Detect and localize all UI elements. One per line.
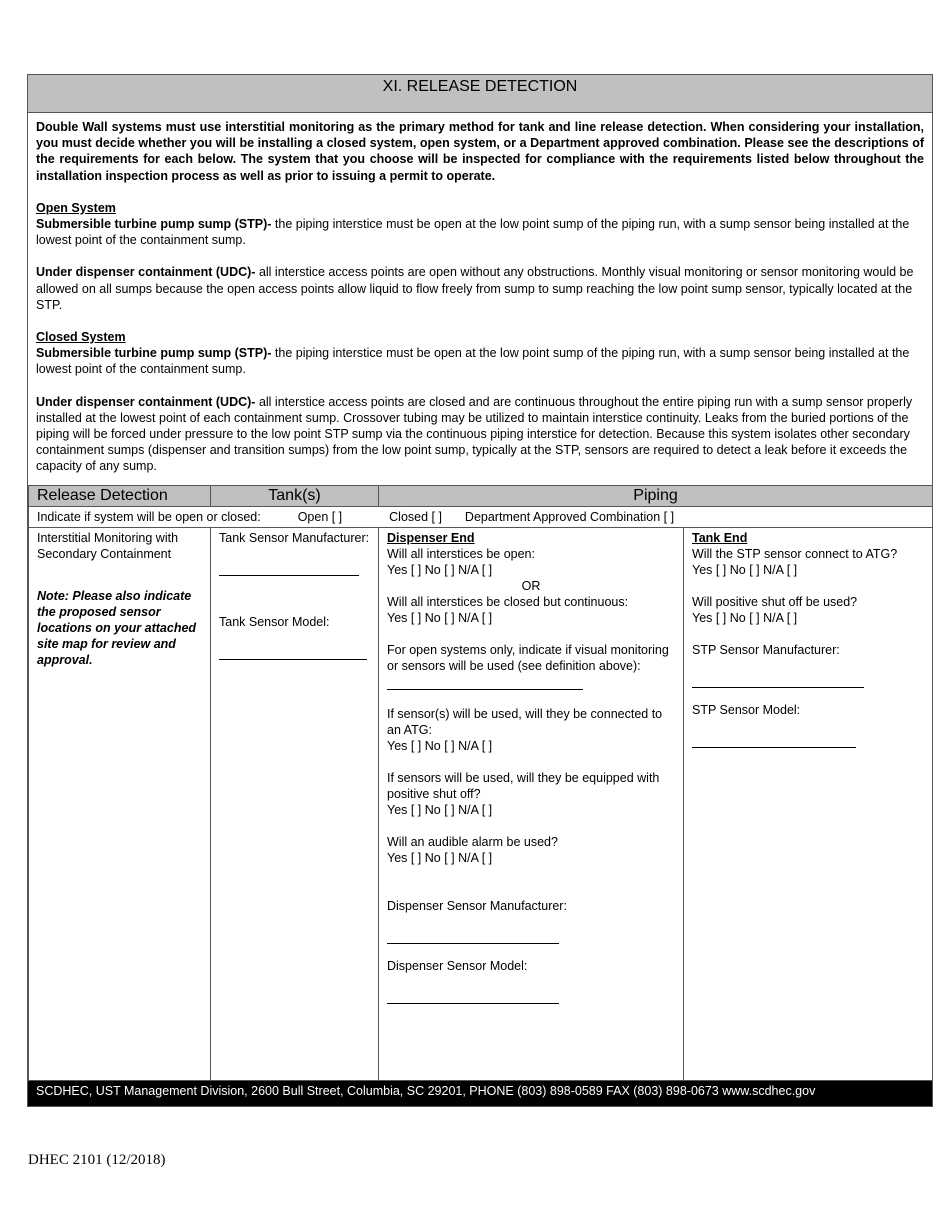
system-type-label: Indicate if system will be open or closed: — [37, 509, 261, 524]
open-stp-label: Submersible turbine pump sump (STP)- — [36, 217, 272, 232]
tank-end-q-atg: Will the STP sensor connect to ATG? — [692, 546, 898, 561]
dispenser-sensor-manufacturer-label: Dispenser Sensor Manufacturer: — [387, 898, 567, 913]
dispenser-q-alarm-options[interactable]: Yes [ ] No [ ] N/A [ ] — [387, 850, 493, 865]
dispenser-q-atg: If sensor(s) will be used, will they be connected to an ATG: — [387, 706, 663, 737]
detection-table — [28, 485, 933, 1081]
closed-udc-paragraph — [36, 394, 924, 475]
form-id: DHEC 2101 (12/2018) — [28, 1152, 166, 1168]
system-type-cell — [29, 506, 933, 527]
dispenser-q-shutoff-options[interactable]: Yes [ ] No [ ] N/A [ ] — [387, 802, 493, 817]
dispenser-q-alarm: Will an audible alarm be used? — [387, 834, 558, 849]
intro-paragraph: Double Wall systems must use interstitial monitoring as the primary method for tank and line release detection. When considering your installation, you must decide whether you will be installing a closed system, open system, or a Department approved combination. Please see the descriptions of the requirements for each below. The system that you choose will be inspected for compliance with the requirements listed below throughout the installation inspection process as well as prior to issuing a permit to operate. — [36, 120, 924, 183]
closed-udc-text: all interstice access points are closed and are continuous throughout the entire piping run with a sump sensor properly installed at the lowest point of each containment sump. Crossover tubing may be utilized to maintain interstice continuity. Leaks from the buried portions of the piping will be forced under pressure to the low point STP sump via the continuous piping interstice for detection. Because this system isolates other secondary containment sumps (dispenser and transition sumps) from the low point sump, typically at the STP, sensors are required to detect a leak before it exceeds the capacity of any sump. — [36, 394, 913, 474]
tank-end-heading: Tank End — [692, 530, 748, 545]
closed-system-heading: Closed System — [36, 330, 126, 345]
dispenser-sensor-model-label: Dispenser Sensor Model: — [387, 958, 528, 973]
table-header-row — [29, 485, 933, 506]
dispenser-sensor-model-field[interactable] — [387, 991, 559, 1004]
dispenser-q-open-options[interactable]: Yes [ ] No [ ] N/A [ ] — [387, 562, 493, 577]
stp-sensor-model-field[interactable] — [692, 735, 856, 748]
header-tanks: Tank(s) — [211, 485, 379, 506]
tank-end-q-atg-options[interactable]: Yes [ ] No [ ] N/A [ ] — [692, 562, 798, 577]
or-label: OR — [521, 578, 541, 593]
open-system-heading: Open System — [36, 200, 116, 215]
open-stp-text: the piping interstice must be open at the low point sump of the piping run, with a sump sensor being installed at the lowest point of the containment sump. — [36, 217, 910, 248]
dispenser-q-monitoring-type — [387, 642, 675, 690]
section-title: XI. RELEASE DETECTION — [28, 75, 932, 113]
intro-section — [28, 113, 932, 485]
dispenser-q-closed: Will all interstices be closed but continuous: — [387, 594, 629, 609]
tank-cell — [211, 527, 379, 1080]
closed-checkbox[interactable]: Closed [ ] — [389, 509, 442, 524]
monitoring-type-question: For open systems only, indicate if visual monitoring or sensors will be used (see definition above): — [387, 642, 669, 673]
open-udc-paragraph — [36, 264, 924, 313]
tank-sensor-model-field[interactable] — [219, 647, 367, 660]
tank-sensor-manufacturer-label: Tank Sensor Manufacturer: — [219, 530, 370, 545]
monitoring-method-label: Interstitial Monitoring with Secondary Containment — [37, 530, 179, 561]
open-stp-paragraph — [36, 216, 924, 248]
open-checkbox[interactable]: Open [ ] — [297, 509, 343, 524]
closed-udc-label: Under dispenser containment (UDC)- — [36, 394, 256, 409]
tank-end-cell — [684, 527, 933, 1080]
closed-stp-paragraph — [36, 345, 924, 377]
site-map-note: Note: Please also indicate the proposed sensor locations on your attached site map for review and approval. — [37, 588, 197, 667]
tank-sensor-manufacturer-field[interactable] — [219, 563, 359, 576]
dispenser-q-atg-options[interactable]: Yes [ ] No [ ] N/A [ ] — [387, 738, 493, 753]
footer-contact-bar: SCDHEC, UST Management Division, 2600 Bull Street, Columbia, SC 29201, PHONE (803) 898-0589 FAX (803) 898-0673 www.scdhec.gov — [28, 1081, 932, 1106]
release-detection-cell — [29, 527, 211, 1080]
header-piping: Piping — [379, 485, 933, 506]
stp-sensor-manufacturer-field[interactable] — [692, 675, 864, 688]
stp-sensor-manufacturer-label: STP Sensor Manufacturer: — [692, 642, 840, 657]
dispenser-end-heading: Dispenser End — [387, 530, 475, 545]
combination-checkbox[interactable]: Department Approved Combination [ ] — [464, 509, 675, 524]
release-detection-form — [27, 74, 933, 1107]
tank-end-q-shutoff: Will positive shut off be used? — [692, 594, 858, 609]
header-release-detection: Release Detection — [29, 485, 211, 506]
open-udc-label: Under dispenser containment (UDC)- — [36, 265, 256, 280]
system-type-row — [29, 506, 933, 527]
closed-stp-text: the piping interstice must be open at the low point sump of the piping run, with a sump sensor being installed at the lowest point of the containment sump. — [36, 346, 910, 377]
open-udc-text: all interstice access points are open without any obstructions. Monthly visual monitoring or sensor monitoring would be allowed on all sumps because the open access points allow liquid to flow freely from sump to sump reaching the low point sump sensor, typically located at the STP. — [36, 265, 914, 312]
tank-sensor-model-label: Tank Sensor Model: — [219, 614, 330, 629]
dispenser-q-open: Will all interstices be open: — [387, 546, 535, 561]
monitoring-row — [29, 527, 933, 1080]
tank-end-q-shutoff-options[interactable]: Yes [ ] No [ ] N/A [ ] — [692, 610, 798, 625]
dispenser-sensor-manufacturer-field[interactable] — [387, 931, 559, 944]
dispenser-q-shutoff: If sensors will be used, will they be equipped with positive shut off? — [387, 770, 660, 801]
dispenser-end-cell — [379, 527, 684, 1080]
dispenser-q-closed-options[interactable]: Yes [ ] No [ ] N/A [ ] — [387, 610, 493, 625]
stp-sensor-model-label: STP Sensor Model: — [692, 702, 801, 717]
closed-stp-label: Submersible turbine pump sump (STP)- — [36, 346, 272, 361]
monitoring-type-field[interactable] — [387, 677, 583, 690]
